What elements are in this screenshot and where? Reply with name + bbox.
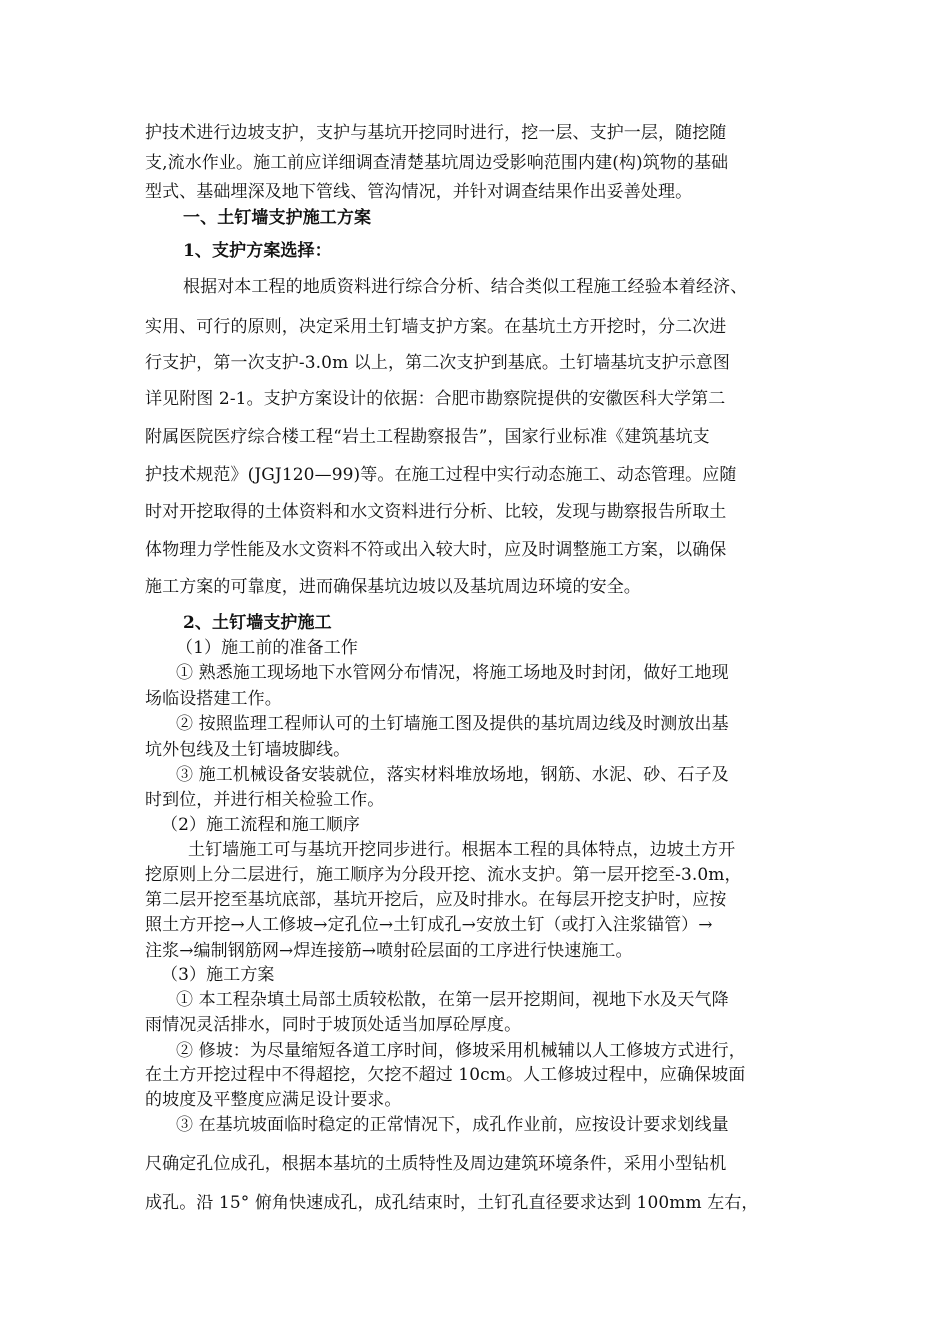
text-line: （1）施工前的准备工作 [176, 638, 358, 658]
subsection-heading: 1、支护方案选择： [183, 241, 332, 261]
text-line: ② 按照监理工程师认可的土钉墙施工图及提供的基坑周边线及时测放出基 [176, 714, 729, 734]
text-line: ③ 在基坑坡面临时稳定的正常情况下，成孔作业前，应按设计要求划线量 [176, 1115, 729, 1135]
text-line: 雨情况灵活排水，同时于坡顶处适当加厚砼厚度。 [145, 1015, 522, 1035]
text-line: （3）施工方案 [161, 965, 275, 985]
text-line: 施工方案的可靠度，进而确保基坑边坡以及基坑周边环境的安全。 [145, 577, 641, 597]
text-line: 尺确定孔位成孔，根据本基坑的土质特性及周边建筑环境条件，采用小型钻机 [145, 1154, 727, 1174]
text-line: 护技术规范》(JGJ120—99)等。在施工过程中实行动态施工、动态管理。应随 [145, 465, 737, 485]
text-line: 护技术进行边坡支护，支护与基坑开挖同时进行，挖一层、支护一层，随挖随 [145, 123, 727, 143]
text-line: 的坡度及平整度应满足设计要求。 [145, 1090, 402, 1110]
text-line: 详见附图 2-1。支护方案设计的依据：合肥市勘察院提供的安徽医科大学第二 [145, 389, 726, 409]
text-line: 体物理力学性能及水文资料不符或出入较大时，应及时调整施工方案，以确保 [145, 540, 727, 560]
text-line: 第二层开挖至基坑底部，基坑开挖后，应及时排水。在每层开挖支护时，应按 [145, 890, 727, 910]
text-line: ② 修坡：为尽量缩短各道工序时间，修坡采用机械辅以人工修坡方式进行， [176, 1041, 746, 1061]
text-line: 时到位，并进行相关检验工作。 [145, 790, 385, 810]
text-line: 实用、可行的原则，决定采用土钉墙支护方案。在基坑土方开挖时，分二次进 [145, 317, 727, 337]
text-line: 支,流水作业。施工前应详细调查清楚基坑周边受影响范围内建(构)筑物的基础 [145, 153, 729, 173]
text-line: 成孔。沿 15° 俯角快速成孔，成孔结束时，土钉孔直径要求达到 100mm 左右， [145, 1193, 759, 1213]
text-line: 在土方开挖过程中不得超挖，欠挖不超过 10cm。人工修坡过程中，应确保坡面 [145, 1065, 746, 1085]
text-line: 挖原则上分二层进行，施工顺序为分段开挖、流水支护。第一层开挖至-3.0m， [145, 865, 742, 885]
text-line: 行支护，第一次支护-3.0m 以上，第二次支护到基底。土钉墙基坑支护示意图 [145, 353, 731, 373]
text-line: 照土方开挖→人工修坡→定孔位→土钉成孔→安放土钉（或打入注浆锚管）→ [145, 915, 713, 935]
text-line: 坑外包线及土钉墙坡脚线。 [145, 740, 351, 760]
section-heading: 一、土钉墙支护施工方案 [183, 208, 372, 228]
subsection-heading: 2、土钉墙支护施工 [183, 613, 332, 633]
text-line: 土钉墙施工可与基坑开挖同步进行。根据本工程的具体特点，边坡土方开 [188, 840, 736, 860]
text-line: 场临设搭建工作。 [145, 689, 282, 709]
text-line: （2）施工流程和施工顺序 [161, 815, 361, 835]
text-line: 时对开挖取得的土体资料和水文资料进行分析、比较，发现与勘察报告所取土 [145, 502, 727, 522]
text-line: 附属医院医疗综合楼工程“岩土工程勘察报告”，国家行业标准《建筑基坑支 [145, 427, 710, 447]
text-line: ① 本工程杂填土局部土质较松散，在第一层开挖期间，视地下水及天气降 [176, 990, 729, 1010]
text-line: 根据对本工程的地质资料进行综合分析、结合类似工程施工经验本着经济、 [183, 277, 748, 297]
text-line: ① 熟悉施工现场地下水管网分布情况，将施工场地及时封闭，做好工地现 [176, 663, 729, 683]
text-line: 型式、基础埋深及地下管线、管沟情况，并针对调查结果作出妥善处理。 [145, 182, 693, 202]
text-line: 注浆→编制钢筋网→焊连接筋→喷射砼层面的工序进行快速施工。 [145, 941, 633, 961]
text-line: ③ 施工机械设备安装就位，落实材料堆放场地，钢筋、水泥、砂、石子及 [176, 765, 729, 785]
